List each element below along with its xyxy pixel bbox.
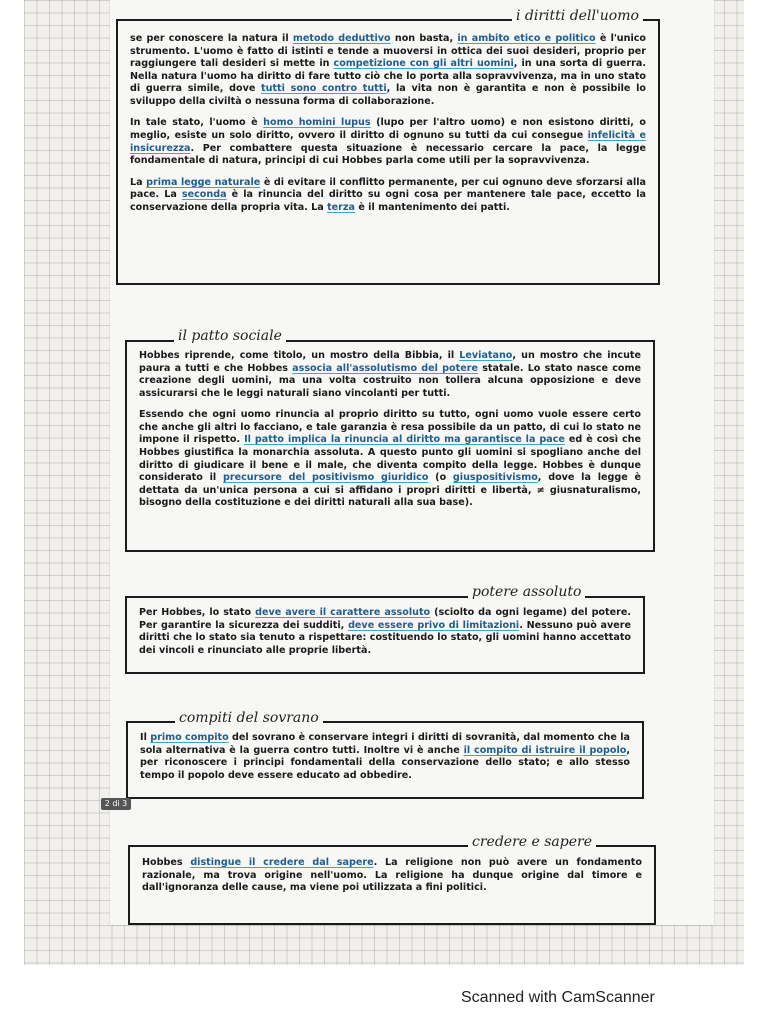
text-run: Essendo che ogni uomo rinuncia al proprio diritto su tutto, ogni uomo vuole essere certo che anche gli altri lo facciano, e tale garanzia è resa possibile da un patto, di cui lo stato ne impone il rispetto. (139, 409, 641, 446)
paragraph (139, 409, 641, 510)
text-run: statale. Lo stato nasce come creazione degli uomini, ma una volta costruito non tollera alcuna opposizione e deve assicurarsi che le leggi naturali siano vincolanti per tutti. (139, 362, 641, 399)
section-title-patto: il patto sociale (174, 328, 286, 344)
highlighted-term: tutti sono contro tutti (261, 83, 387, 95)
text-run: è il mantenimento dei patti. (354, 201, 510, 213)
text-run: . La religione non può avere un fondamento razionale, ma trova origine nell'uomo. La religione ha dunque origine dal timore e dall'ignoranza delle cause, ma viene poi utilizzata a fini politici. (142, 857, 642, 894)
highlighted-term: metodo deduttivo (292, 33, 391, 44)
text-run: . Per combattere questa situazione è necessario cercare la pace, la legge fondamentale di natura, principi di cui Hobbes parla come utili per la sopravvivenza. (130, 142, 646, 167)
highlighted-term: deve essere privo di limitazioni (348, 619, 520, 631)
section-title-sovrano: compiti del sovrano (175, 710, 323, 726)
highlighted-term: precursore del positivismo giuridico (222, 472, 429, 484)
section-title-potere: potere assoluto (468, 584, 585, 600)
text-run: Per Hobbes, lo stato (139, 607, 256, 618)
text-run: Il (140, 732, 151, 743)
highlighted-term: homo homini lupus (263, 117, 371, 129)
text-run: . Nessuno può avere diritti che lo stato sia tenuto a rispettare: costituendo lo stato, gli uomini hanno accettato dei vincoli e rinunciato alle proprie libertà. (139, 619, 632, 656)
text-run: , un mostro che incute paura a tutti e che Hobbes (139, 350, 642, 374)
paragraph (139, 607, 631, 657)
highlighted-term: seconda (181, 189, 227, 201)
highlighted-term: in ambito etico e politico (457, 33, 596, 44)
text-run: (o (428, 472, 453, 484)
highlighted-term: distingue il credere dal sapere (190, 857, 374, 868)
text-run: Hobbes (142, 857, 191, 868)
section-patto-sociale (125, 340, 655, 552)
text-run: , dove la legge è dettata da un'unica persona a cui si affidano i propri diritti e libertà, ≠ giusnaturalismo, bisogno della costituzione e dei diritti naturali alla sua base). (139, 472, 642, 509)
highlighted-term: Il patto implica la rinuncia al diritto ma garantisce la pace (244, 434, 565, 446)
grid-paper-background (24, 0, 744, 965)
section-compiti-del-sovrano (126, 721, 644, 799)
text-run: (sciolto da ogni legame) del potere. Per garantire la sicurezza dei sudditi, (139, 607, 631, 631)
text-run: , la vita non è garantita e non è possibile lo sviluppo della civiltà o nessuna forma di collaborazione. (130, 83, 646, 107)
paragraph (130, 33, 646, 108)
paragraph (130, 117, 646, 167)
paragraph (140, 732, 630, 782)
highlighted-term: primo compito (150, 732, 229, 743)
text-run: del sovrano è conservare integri i diritti di sovranità, dal momento che la sola alternativa è la guerra contro tutti. Inoltre vi è anche (140, 732, 630, 756)
notes-page (110, 0, 714, 925)
text-run: (lupo per l'altro uomo) e non esistono diritti, o meglio, esiste un solo diritto, ovvero il diritto di ognuno su tutti da cui consegue (130, 117, 646, 141)
highlighted-term: giuspositivismo (452, 472, 538, 484)
paragraph (142, 857, 642, 895)
highlighted-term: infelicità e insicurezza (130, 129, 646, 154)
text-run: La (130, 176, 147, 188)
text-run: ed è così che Hobbes giustifica la monarchia assoluta. A questo punto gli uomini si spogliano anche del diritto di giudicare il bene e il male, che diventa compito della legge. Hobbes è dunque considerato il (139, 434, 641, 484)
section-potere-assoluto (125, 596, 645, 674)
section-title-diritti: i diritti dell'uomo (512, 8, 643, 24)
section-diritti-dell-uomo (116, 19, 660, 285)
text-run: è di evitare il conflitto permanente, per cui ognuno deve sforzarsi alla pace. La (130, 176, 647, 201)
scanner-watermark: Scanned with CamScanner (461, 989, 655, 1006)
text-run: se per conoscere la natura il (130, 33, 293, 44)
text-run: Hobbes riprende, come titolo, un mostro della Bibbia, il (139, 350, 460, 361)
highlighted-term: Leviatano (459, 350, 513, 361)
section-title-credere: credere e sapere (468, 834, 596, 850)
highlighted-term: competizione con gli altri uomini (333, 58, 514, 70)
highlighted-term: deve avere il carattere assoluto (255, 607, 431, 618)
section-credere-e-sapere (128, 845, 656, 925)
text-run: , in una sorta di guerra. Nella natura l'uomo ha diritto di fare tutto ciò che lo porta alla sopravvivenza, ma in uno stato di guerra simile, dove (130, 58, 646, 95)
highlighted-term: il compito di istruire il popolo (463, 744, 627, 756)
highlighted-term: associa all'assolutismo del potere (292, 362, 478, 374)
text-run: non basta, (390, 33, 458, 44)
page-number-badge: 2 di 3 (101, 798, 131, 810)
text-run: In tale stato, l'uomo è (130, 117, 264, 129)
paragraph (130, 177, 646, 215)
text-run: è la rinuncia del diritto su ogni cosa per mantenere tale pace, eccetto la conservazione della propria vita. La (130, 189, 646, 213)
paragraph (139, 350, 641, 400)
text-run: , per riconoscere i principi fondamentali della conservazione dello stato; e allo stesso tempo il popolo deve essere educato ad obbedire. (140, 744, 630, 781)
text-run: è l'unico strumento. L'uomo è fatto di istinti e tende a muoversi in ottica dei suoi desideri, proprio per raggiungere tali desideri si mette in (130, 33, 647, 70)
highlighted-term: terza (327, 201, 355, 213)
highlighted-term: prima legge naturale (146, 176, 261, 188)
